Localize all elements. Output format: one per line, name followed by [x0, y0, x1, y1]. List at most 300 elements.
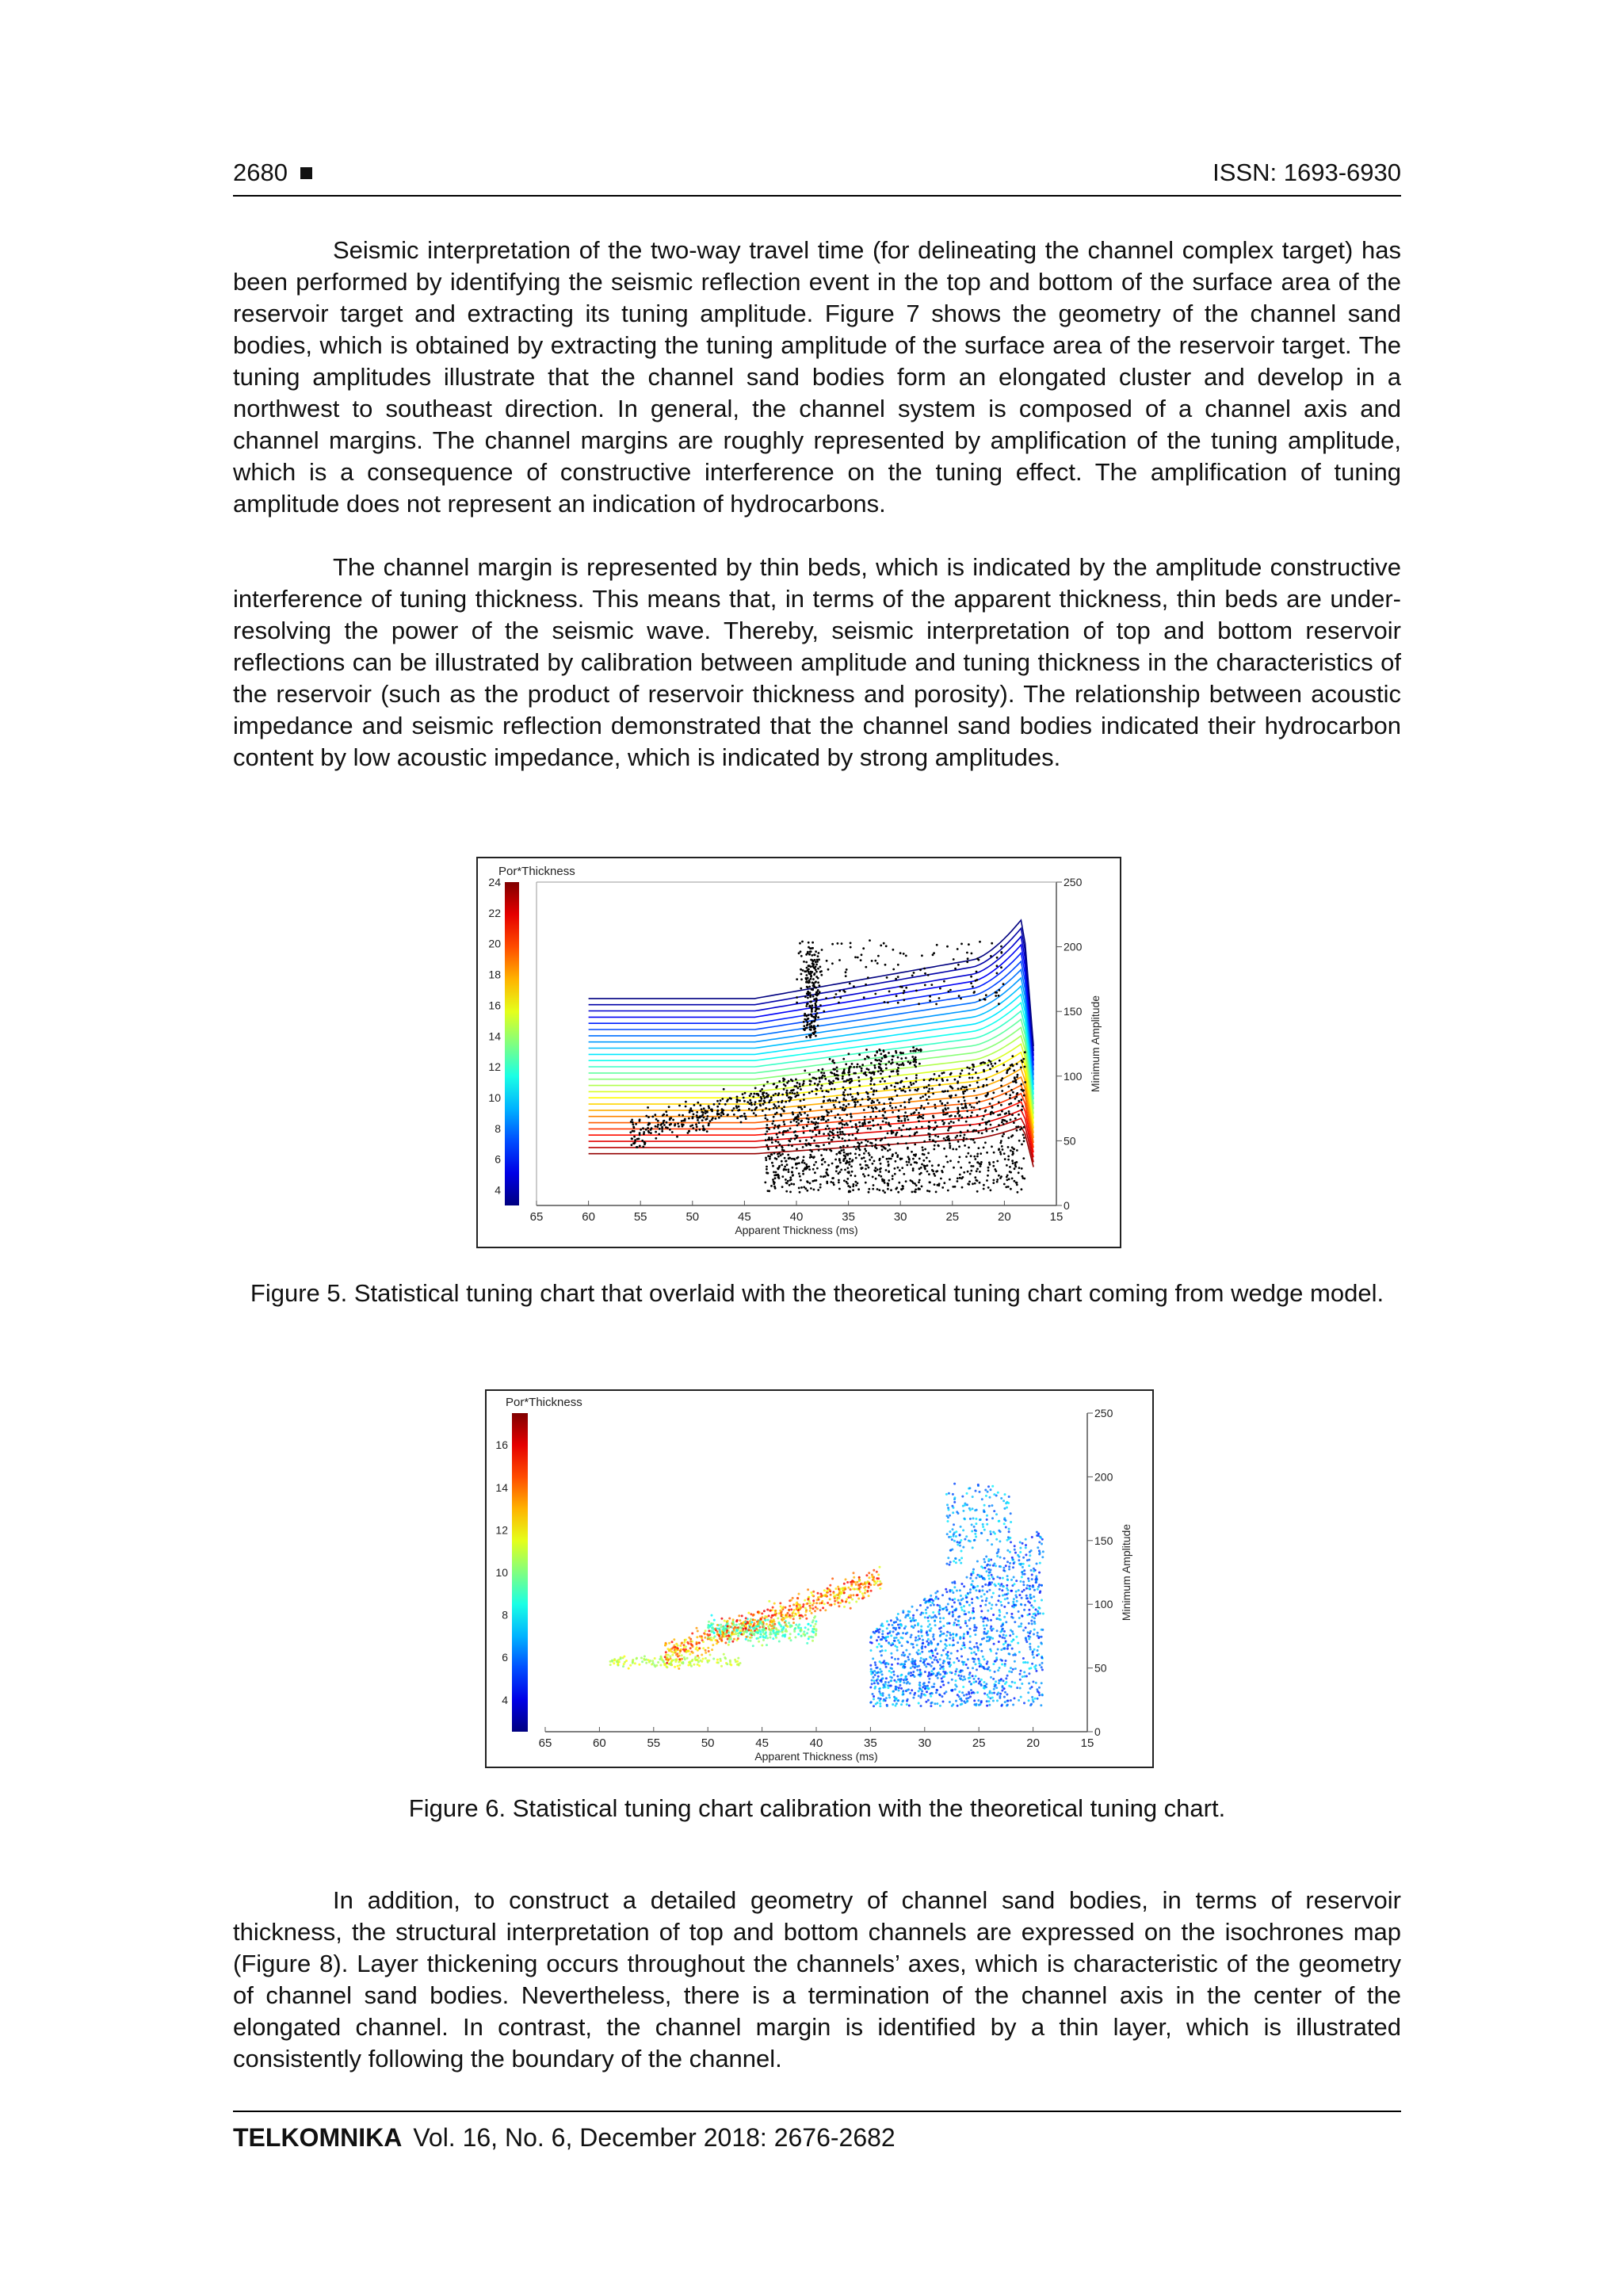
scatter-point [1010, 1641, 1013, 1643]
scatter-point [965, 1698, 968, 1700]
scatter-point [796, 1167, 798, 1170]
scatter-point [968, 1691, 970, 1694]
scatter-point [766, 1081, 769, 1083]
scatter-point [839, 1117, 842, 1119]
scatter-point [927, 974, 930, 976]
scatter-point [881, 1148, 884, 1151]
scatter-point [968, 1680, 971, 1683]
colorbar [512, 1413, 528, 1732]
scatter-point [808, 1092, 811, 1095]
scatter-point [878, 1067, 880, 1069]
scatter-point [883, 1102, 885, 1105]
scatter-point [823, 1075, 826, 1077]
scatter-point [843, 1583, 846, 1585]
scatter-point [806, 1642, 808, 1645]
scatter-point [643, 1143, 646, 1145]
scatter-point [991, 1517, 994, 1519]
scatter-point [795, 1624, 797, 1626]
scatter-point [984, 1110, 987, 1113]
scatter-point [985, 1095, 987, 1098]
scatter-point [915, 1639, 917, 1641]
scatter-point [952, 1528, 954, 1530]
scatter-point [808, 965, 810, 967]
scatter-point [818, 952, 820, 954]
scatter-point [926, 1663, 929, 1665]
scatter-point [926, 1164, 929, 1167]
scatter-point [773, 1171, 775, 1174]
scatter-point [772, 1637, 774, 1640]
scatter-point [1034, 1579, 1037, 1581]
scatter-point [654, 1657, 656, 1660]
scatter-point [960, 1637, 962, 1639]
scatter-point [924, 1616, 926, 1618]
scatter-point [855, 1127, 857, 1129]
scatter-point [885, 1121, 888, 1124]
scatter-point [809, 1129, 812, 1132]
scatter-point [928, 1678, 930, 1680]
scatter-point [753, 1112, 755, 1114]
scatter-point [745, 1638, 747, 1641]
scatter-point [934, 1140, 937, 1143]
scatter-point [841, 1119, 843, 1121]
scatter-point [774, 1177, 777, 1179]
scatter-point [926, 1171, 929, 1173]
scatter-point [994, 1660, 996, 1663]
scatter-point [768, 1137, 770, 1139]
scatter-point [885, 1056, 888, 1058]
scatter-point [912, 1646, 915, 1648]
scatter-point [820, 1087, 823, 1090]
scatter-point [871, 1683, 873, 1685]
scatter-point [987, 1064, 989, 1067]
scatter-point [915, 1089, 917, 1091]
scatter-point [706, 1130, 708, 1133]
scatter-point [1037, 1610, 1039, 1613]
scatter-point [774, 1105, 777, 1107]
scatter-point [878, 1102, 880, 1104]
scatter-point [877, 1697, 880, 1699]
scatter-point [914, 1182, 916, 1185]
scatter-point [1005, 1640, 1007, 1642]
scatter-point [888, 1052, 890, 1054]
scatter-point [834, 1587, 837, 1590]
scatter-point [922, 1661, 925, 1664]
scatter-point [835, 1170, 838, 1172]
scatter-point [842, 1107, 844, 1110]
scatter-point [1025, 1626, 1027, 1629]
scatter-point [724, 1103, 727, 1106]
scatter-point [842, 1137, 844, 1140]
scatter-point [815, 971, 818, 973]
scatter-point [716, 1106, 719, 1108]
scatter-point [828, 1128, 831, 1130]
scatter-point [838, 1188, 841, 1190]
scatter-point [673, 1638, 675, 1641]
scatter-point [736, 1660, 739, 1663]
scatter-point [848, 1074, 850, 1076]
scatter-point [931, 1692, 934, 1694]
scatter-point [809, 1610, 812, 1612]
scatter-point [783, 1083, 785, 1086]
scatter-point [945, 1591, 948, 1593]
scatter-point [998, 1148, 1000, 1150]
scatter-point [1010, 1699, 1012, 1702]
scatter-point [1006, 1549, 1009, 1552]
scatter-point [846, 1154, 849, 1156]
scatter-point [960, 1562, 962, 1564]
scatter-point [915, 1109, 918, 1111]
scatter-point [861, 953, 863, 956]
scatter-point [804, 1106, 806, 1108]
scatter-point [832, 1137, 834, 1139]
scatter-point [815, 1620, 817, 1622]
scatter-point [872, 1693, 874, 1695]
scatter-point [912, 1697, 915, 1699]
scatter-point [1022, 1675, 1024, 1678]
scatter-point [763, 1610, 766, 1612]
scatter-point [806, 1024, 808, 1026]
scatter-point [810, 965, 812, 968]
scatter-point [1015, 1591, 1018, 1593]
scatter-point [678, 1114, 681, 1117]
scatter-point [773, 1120, 775, 1122]
scatter-point [871, 1102, 873, 1104]
scatter-point [983, 1529, 986, 1531]
scatter-point [819, 1609, 822, 1611]
scatter-point [985, 1495, 987, 1497]
scatter-point [1022, 1573, 1024, 1576]
scatter-point [885, 1636, 888, 1638]
scatter-point [882, 1683, 884, 1686]
scatter-point [883, 1049, 885, 1052]
scatter-point [903, 1086, 905, 1088]
scatter-point [928, 1173, 930, 1175]
scatter-point [892, 1111, 894, 1114]
y-axis-label: Minimum Amplitude [1120, 1523, 1132, 1622]
scatter-point [873, 1160, 876, 1163]
scatter-point [994, 1063, 996, 1065]
scatter-point [796, 1091, 799, 1094]
scatter-point [987, 1491, 989, 1493]
scatter-point [945, 1690, 947, 1693]
scatter-point [829, 1134, 831, 1137]
scatter-point [949, 1549, 952, 1552]
scatter-point [988, 1578, 991, 1580]
scatter-point [744, 1115, 747, 1117]
scatter-point [939, 1673, 941, 1675]
scatter-point [873, 1679, 876, 1682]
scatter-point [832, 1068, 834, 1071]
scatter-point [812, 1121, 815, 1124]
scatter-point [898, 1687, 900, 1689]
scatter-point [946, 1608, 949, 1610]
scatter-point [903, 1654, 906, 1656]
scatter-point [800, 1179, 802, 1182]
scatter-point [1002, 1133, 1005, 1136]
scatter-point [701, 1660, 703, 1663]
scatter-point [888, 1179, 890, 1182]
scatter-point [699, 1116, 701, 1118]
scatter-point [895, 1188, 897, 1190]
scatter-point [785, 1179, 787, 1181]
scatter-point [995, 1652, 998, 1655]
scatter-point [1003, 1637, 1006, 1639]
scatter-point [622, 1665, 624, 1668]
scatter-point [939, 1621, 941, 1623]
scatter-point [899, 1664, 902, 1666]
scatter-point [806, 974, 808, 976]
scatter-point [842, 1091, 845, 1094]
scatter-points [589, 920, 1034, 1194]
scatter-point [988, 1162, 991, 1164]
scatter-point [676, 1136, 678, 1138]
scatter-point [1038, 1572, 1041, 1574]
scatter-point [961, 1691, 964, 1694]
scatter-point [845, 1080, 847, 1083]
scatter-point [929, 1181, 931, 1183]
scatter-point [917, 1624, 919, 1626]
scatter-point [882, 1156, 884, 1158]
scatter-point [736, 1117, 739, 1119]
scatter-point [961, 1496, 964, 1498]
scatter-point [796, 1095, 798, 1097]
scatter-point [766, 1144, 768, 1147]
scatter-point [816, 1167, 819, 1170]
scatter-point [934, 1624, 937, 1626]
scatter-point [918, 1003, 920, 1005]
scatter-point [890, 1619, 892, 1622]
scatter-point [655, 1137, 657, 1140]
scatter-point [927, 1633, 930, 1636]
scatter-point [1003, 1616, 1006, 1618]
scatter-point [712, 1632, 715, 1634]
scatter-point [838, 1595, 841, 1598]
scatter-point [980, 1650, 983, 1652]
scatter-point [699, 1129, 701, 1131]
scatter-point [954, 1079, 957, 1081]
scatter-point [891, 1107, 893, 1110]
scatter-point [930, 1670, 933, 1672]
scatter-point [865, 1160, 867, 1163]
scatter-point [941, 1695, 943, 1698]
scatter-point [953, 1644, 955, 1646]
scatter-point [884, 1001, 886, 1003]
colorbar-tick-label: 10 [488, 1091, 501, 1104]
scatter-point [891, 1656, 893, 1659]
scatter-point [1018, 1171, 1020, 1174]
scatter-point [884, 1088, 886, 1091]
scatter-point [757, 1637, 759, 1640]
scatter-point [946, 1161, 949, 1163]
scatter-point [692, 1652, 694, 1654]
scatter-point [676, 1658, 678, 1660]
scatter-point [772, 1179, 774, 1181]
scatter-point [998, 1003, 1000, 1005]
scatter-point [1001, 1121, 1003, 1124]
scatter-point [888, 1670, 891, 1672]
scatter-point [980, 1595, 983, 1598]
scatter-point [917, 1639, 919, 1641]
scatter-point [1029, 1585, 1031, 1587]
scatter-point [965, 1121, 968, 1123]
scatter-point [943, 1072, 945, 1074]
scatter-point [959, 1541, 961, 1544]
scatter-point [829, 1598, 831, 1600]
scatter-point [964, 1702, 967, 1704]
scatter-point [884, 1649, 887, 1652]
scatter-point [833, 1183, 835, 1186]
scatter-point [1002, 1679, 1005, 1682]
scatter-point [968, 943, 970, 946]
scatter-point [988, 1602, 991, 1604]
scatter-point [853, 1576, 855, 1579]
colorbar-tick-label: 12 [495, 1523, 508, 1537]
scatter-point [736, 1098, 739, 1101]
scatter-point [881, 1057, 884, 1060]
scatter-point [809, 1606, 812, 1609]
scatter-point [991, 1604, 993, 1606]
scatter-point [987, 1584, 990, 1587]
scatter-point [787, 1129, 789, 1132]
scatter-point [834, 1088, 836, 1091]
scatter-point [1000, 1648, 1002, 1651]
scatter-point [750, 1621, 753, 1623]
scatter-point [866, 1068, 869, 1070]
scatter-point [1001, 1664, 1003, 1666]
x-tick-label: 45 [738, 1210, 751, 1224]
scatter-point [710, 1637, 712, 1639]
scatter-point [896, 1649, 899, 1652]
scatter-point [647, 1106, 649, 1109]
scatter-point [834, 1106, 836, 1109]
scatter-point [788, 1609, 790, 1611]
scatter-point [983, 1084, 985, 1087]
scatter-point [747, 1629, 750, 1631]
scatter-point [999, 1697, 1001, 1699]
scatter-point [792, 1089, 795, 1091]
scatter-point [712, 1658, 715, 1660]
scatter-point [938, 1613, 941, 1615]
scatter-point [782, 1634, 785, 1637]
scatter-point [814, 1171, 816, 1174]
scatter-point [826, 1590, 828, 1592]
scatter-point [666, 1114, 668, 1117]
scatter-point [908, 1158, 911, 1160]
scatter-point [1033, 1589, 1036, 1591]
scatter-point [732, 1621, 735, 1623]
scatter-point [847, 1161, 850, 1163]
scatter-point [905, 1142, 907, 1144]
scatter-point [1006, 1694, 1008, 1696]
scatter-point [959, 1177, 961, 1179]
scatter-point [946, 946, 949, 948]
scatter-point [717, 1110, 720, 1112]
scatter-point [798, 1187, 800, 1190]
scatter-point [1005, 1519, 1007, 1522]
scatter-point [1004, 1119, 1006, 1121]
scatter-point [960, 1675, 963, 1677]
scatter-point [893, 1637, 896, 1639]
scatter-point [991, 1596, 993, 1599]
scatter-point [853, 985, 855, 988]
scatter-point [846, 1145, 849, 1148]
scatter-point [949, 1561, 952, 1564]
scatter-point [665, 1110, 667, 1113]
scatter-point [751, 1110, 754, 1112]
scatter-point [866, 1164, 869, 1167]
scatter-point [689, 1643, 692, 1645]
scatter-point [911, 975, 914, 977]
scatter-point [682, 1125, 684, 1128]
scatter-point [871, 1142, 873, 1144]
scatter-point [814, 954, 816, 957]
scatter-point [915, 1153, 917, 1156]
scatter-point [983, 1577, 985, 1580]
scatter-point [850, 1121, 852, 1123]
scatter-point [942, 1625, 945, 1627]
scatter-point [972, 1064, 974, 1066]
scatter-point [836, 1067, 838, 1069]
scatter-point [716, 1659, 719, 1661]
scatter-point [955, 1607, 957, 1610]
scatter-point [932, 1633, 934, 1636]
scatter-point [689, 1107, 692, 1110]
scatter-point [813, 1163, 815, 1166]
scatter-point [787, 1180, 789, 1182]
scatter-point [908, 1161, 911, 1163]
scatter-point [980, 1684, 983, 1687]
scatter-point [704, 1637, 706, 1639]
scatter-point [634, 1662, 636, 1664]
scatter-point [663, 1660, 665, 1662]
scatter-point [934, 1659, 936, 1661]
scatter-point [943, 1660, 945, 1663]
scatter-point [992, 1161, 995, 1163]
scatter-point [924, 972, 926, 975]
scatter-point [885, 1666, 888, 1668]
scatter-point [955, 1535, 957, 1538]
scatter-point [955, 1530, 957, 1533]
scatter-point [843, 1591, 846, 1594]
scatter-point [832, 1129, 834, 1132]
square-bullet-icon [300, 167, 312, 179]
scatter-point [813, 1628, 815, 1630]
scatter-point [973, 1646, 976, 1648]
scatter-point [844, 1140, 846, 1142]
scatter-point [868, 1167, 870, 1169]
scatter-point [855, 1584, 857, 1586]
scatter-point [954, 968, 957, 970]
scatter-point [980, 1161, 983, 1163]
scatter-point [666, 1127, 669, 1129]
scatter-point [789, 1100, 791, 1102]
scatter-point [989, 1564, 991, 1566]
scatter-point [957, 1616, 960, 1618]
scatter-point [1025, 1595, 1028, 1597]
scatter-point [934, 1135, 937, 1137]
scatter-point [956, 1590, 958, 1592]
scatter-point [910, 1098, 912, 1100]
scatter-point [940, 1630, 942, 1633]
scatter-point [910, 1675, 912, 1677]
scatter-point [815, 1010, 817, 1013]
scatter-point [919, 1669, 922, 1671]
scatter-point [1002, 1585, 1005, 1587]
scatter-point [903, 1173, 905, 1175]
scatter-point [785, 1616, 787, 1618]
scatter-point [953, 1560, 955, 1562]
scatter-point [1036, 1531, 1038, 1534]
